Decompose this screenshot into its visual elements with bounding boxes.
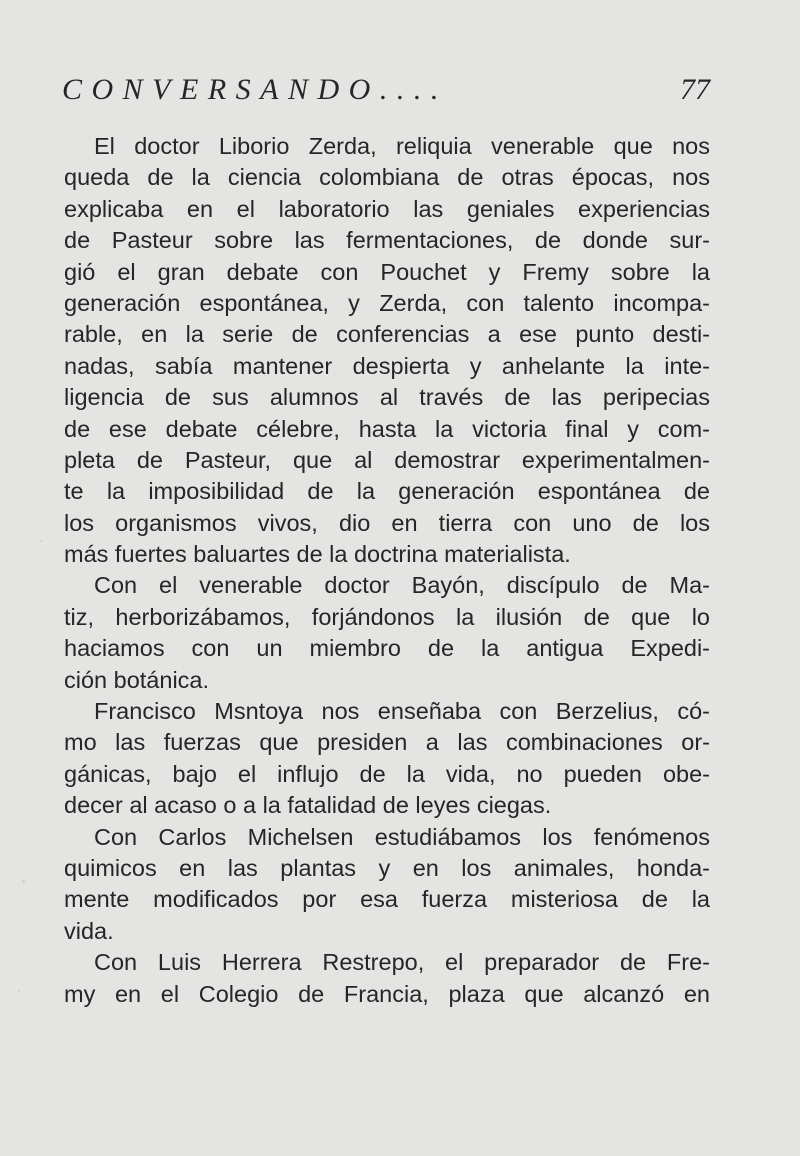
text-line: Francisco Msntoya nos enseñaba con Berzelius, có- <box>94 698 710 725</box>
text-line: mo las fuerzas que presiden a las combinaciones or- <box>64 729 710 756</box>
text-line: vida. <box>64 917 114 944</box>
text-line: my en el Colegio de Francia, plaza que alcanzó en <box>64 980 710 1007</box>
text-line: más fuertes baluartes de la doctrina materialista. <box>64 541 571 568</box>
text-line: Con Luis Herrera Restrepo, el preparador de Fre- <box>94 949 710 976</box>
body-text <box>64 131 710 1010</box>
text-line: ción botánica. <box>64 666 210 693</box>
text-line: ligencia de sus alumnos al través de las peripecias <box>64 384 710 411</box>
running-title: CONVERSANDO.... <box>62 73 448 106</box>
text-line: Con Carlos Michelsen estudiábamos los fenómenos <box>94 823 710 850</box>
text-line: haciamos con un miembro de la antigua Expedi- <box>64 635 710 662</box>
text-line: pleta de Pasteur, que al demostrar experimentalmen- <box>64 446 710 473</box>
text-line: mente modificados por esa fuerza misteriosa de la <box>64 886 710 913</box>
running-head <box>62 70 710 110</box>
text-line: de Pasteur sobre las fermentaciones, de donde sur- <box>64 227 710 254</box>
text-line: los organismos vivos, dio en tierra con uno de los <box>64 509 710 536</box>
text-line: generación espontánea, y Zerda, con talento incompa- <box>64 289 710 316</box>
text-line: nadas, sabía mantener despierta y anhelante la inte- <box>64 352 710 379</box>
text-line: decer al acaso o a la fatalidad de leyes ciegas. <box>64 792 552 819</box>
text-line: gió el gran debate con Pouchet y Fremy sobre la <box>64 258 710 285</box>
text-line: te la imposibilidad de la generación espontánea de <box>64 478 710 505</box>
text-line: de ese debate célebre, hasta la victoria final y com- <box>64 415 710 442</box>
text-line: queda de la ciencia colombiana de otras épocas, nos <box>64 164 710 191</box>
page-number: 77 <box>680 73 710 106</box>
text-line: quimicos en las plantas y en los animales, honda- <box>64 854 710 881</box>
paper-speck <box>22 880 25 883</box>
text-line: rable, en la serie de conferencias a ese punto desti- <box>64 321 710 348</box>
text-line: Con el venerable doctor Bayón, discípulo de Ma- <box>94 572 710 599</box>
paper-speck <box>40 540 42 542</box>
paper-speck <box>18 990 20 992</box>
text-line: tiz, herborizábamos, forjándonos la ilusión de que lo <box>64 603 710 630</box>
text-line: explicaba en el laboratorio las geniales experiencias <box>64 195 710 222</box>
text-line: gánicas, bajo el influjo de la vida, no pueden obe- <box>64 760 710 787</box>
text-line: El doctor Liborio Zerda, reliquia venerable que nos <box>94 133 710 159</box>
